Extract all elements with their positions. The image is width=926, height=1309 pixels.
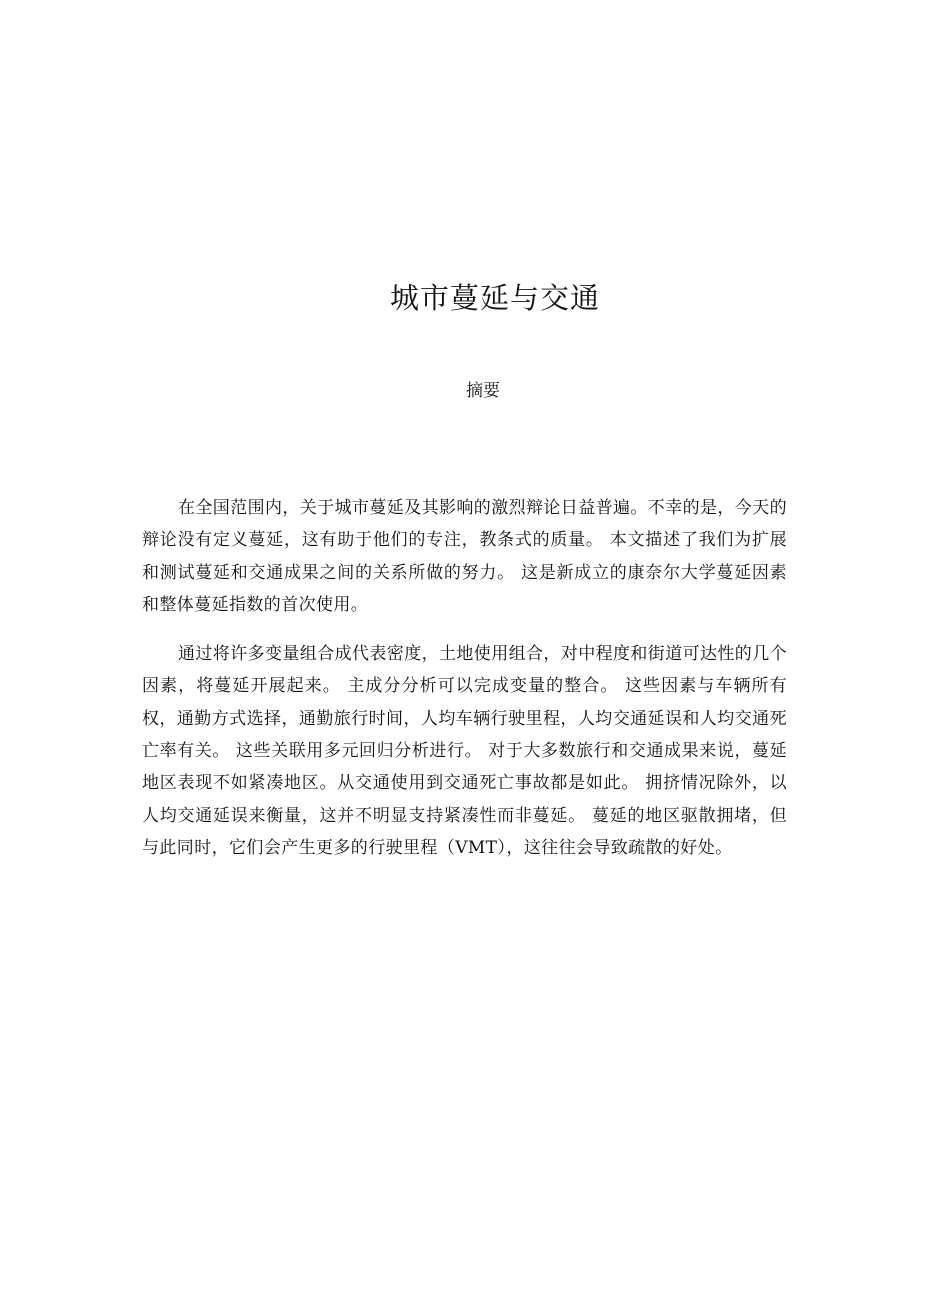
abstract-paragraph-2: 通过将许多变量组合成代表密度，土地使用组合，对中程度和街道可达性的几个因素，将蔓延开展起来。 主成分分析可以完成变量的整合。 这些因素与车辆所有权，通勤方式选择，通勤旅行时间，人均车辆行驶里程，人均交通延误和人均交通死亡率有关。 这些关联用多元回归分析进行。 对于大多数旅行和交通成果来说，蔓延地区表现不如紧凑地区。从交通使用到交通死亡事故都是如此。 拥挤情况除外，以人均交通延误来衡量，这并不明显支持紧凑性而非蔓延。 蔓延的地区驱散拥堵，但与此同时，它们会产生更多的行驶里程（VMT），这往往会导致疏散的好处。	[142, 644, 787, 858]
document-title: 城市蔓延与交通	[389, 281, 600, 315]
abstract-paragraph-1: 在全国范围内，关于城市蔓延及其影响的激烈辩论日益普遍。不幸的是，今天的辩论没有定义蔓延，这有助于他们的专注，教条式的质量。 本文描述了我们为扩展和测试蔓延和交通成果之间的关系所做的努力。 这是新成立的康奈尔大学蔓延因素和整体蔓延指数的首次使用。	[142, 498, 787, 615]
abstract-body	[142, 492, 787, 881]
abstract-heading: 摘要	[466, 381, 500, 401]
